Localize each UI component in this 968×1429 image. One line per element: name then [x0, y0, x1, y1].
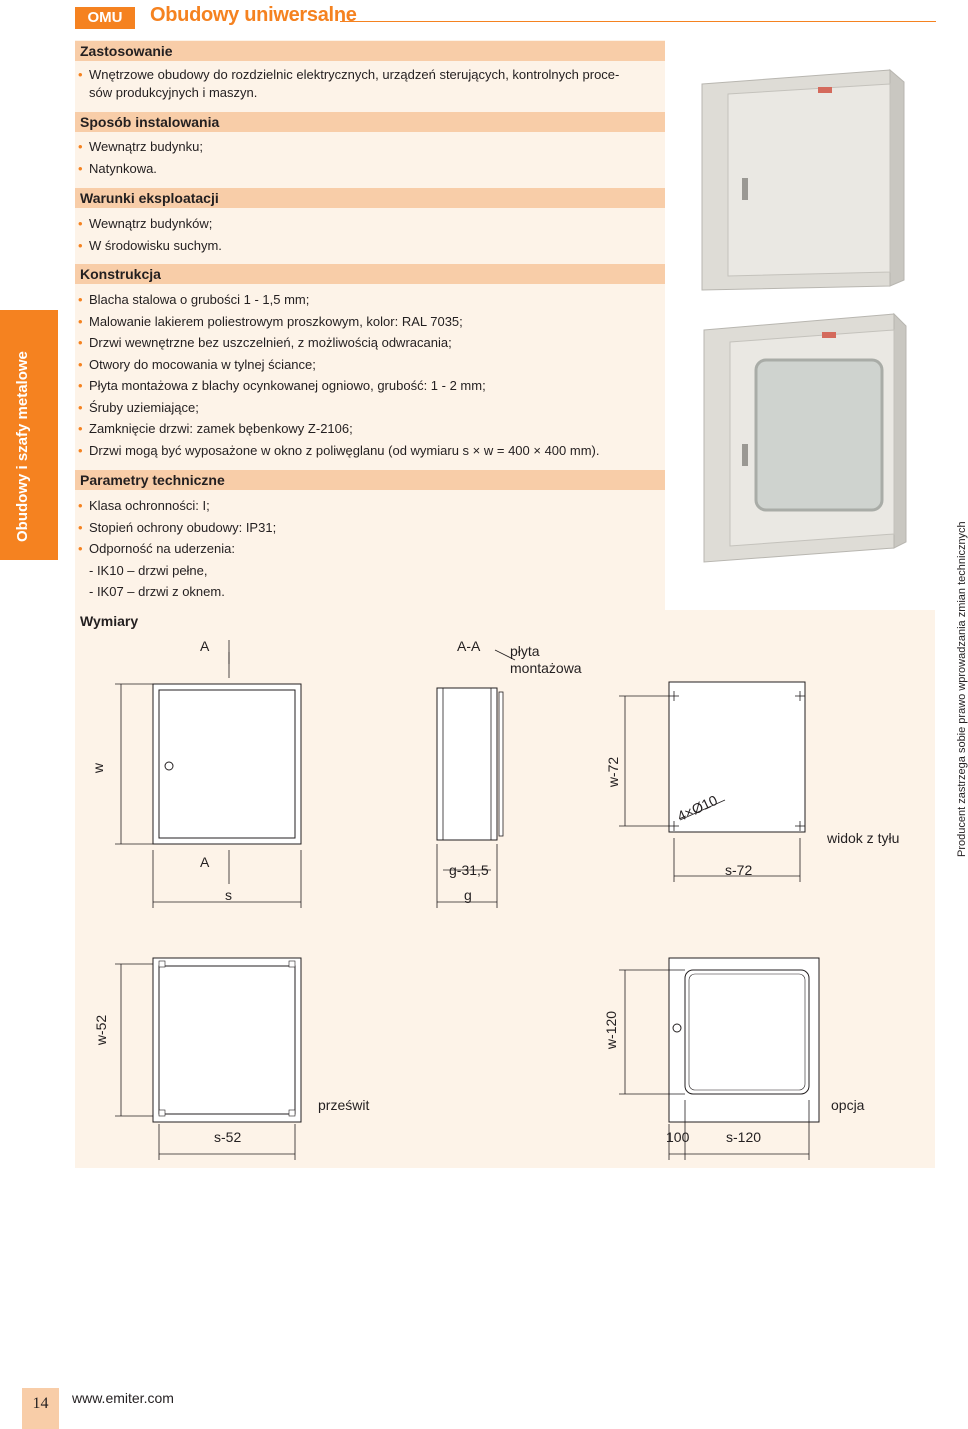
label-w72: w-72 — [605, 756, 622, 788]
section-zastosowanie: Zastosowanie — [75, 41, 665, 61]
list-item: • Klasa ochronności: I; — [78, 495, 658, 517]
label-montazowa: montażowa — [510, 660, 582, 676]
section-parametry: Parametry techniczne — [75, 470, 665, 490]
omu-badge: OMU — [75, 7, 135, 29]
page-title: Obudowy uniwersalne — [150, 4, 357, 26]
side-tab — [0, 310, 58, 560]
enclosure-photo-solid — [702, 70, 904, 290]
label-a-bottom: A — [200, 854, 210, 870]
section-konstrukcja: Konstrukcja — [75, 264, 665, 284]
label-opcja: opcja — [831, 1097, 865, 1113]
side-tab-label: Obudowy i szafy metalowe — [14, 351, 31, 542]
option-view — [619, 958, 819, 1160]
label-g: g — [464, 887, 472, 903]
list-item: • Drzwi mogą być wyposażone w okno z poliwęglanu (od wymiaru s × w = 400 × 400 mm). — [78, 440, 658, 462]
label-holes: 4×Ø10 — [674, 791, 720, 825]
list-item: - IK10 – drzwi pełne, — [89, 562, 208, 578]
list-parametry — [78, 495, 658, 603]
label-s72: s-72 — [725, 862, 753, 878]
section-warunki: Warunki eksploatacji — [75, 188, 665, 208]
rights-note: Producent zastrzega sobie prawo wprowadzania zmian technicznych — [956, 521, 968, 857]
list-item: • Zamknięcie drzwi: zamek bębenkowy Z-2106; — [78, 418, 658, 440]
list-sposob — [78, 136, 658, 179]
label-s120: s-120 — [726, 1129, 762, 1145]
label-w: w — [90, 762, 107, 774]
label-s: s — [225, 887, 232, 903]
label-a-top: A — [200, 638, 210, 654]
list-item: • Wewnątrz budynku; — [78, 136, 658, 158]
list-item: • Drzwi wewnętrzne bez uszczelnień, z możliwością odwracania; — [78, 332, 658, 354]
label-widok: widok z tyłu — [827, 830, 900, 846]
list-item: • Wewnątrz budynków; — [78, 213, 658, 235]
clearance-view — [115, 958, 301, 1160]
title-rule — [340, 21, 936, 22]
label-w52: w-52 — [93, 1014, 110, 1046]
list-zastosowanie — [78, 66, 658, 102]
list-item: • W środowisku suchym. — [78, 235, 658, 257]
rear-view — [619, 682, 805, 882]
product-photos — [690, 60, 950, 580]
list-warunki — [78, 213, 658, 256]
list-item: • Wnętrzowe obudowy do rozdzielnic elektrycznych, urządzeń sterujących, kontrolnych proce- — [78, 66, 658, 84]
list-item: • Natynkowa. — [78, 158, 658, 180]
label-100: 100 — [666, 1129, 690, 1145]
section-wymiary: Wymiary — [80, 613, 139, 629]
list-item: • Stopień ochrony obudowy: IP31; — [78, 517, 658, 539]
list-item: • Otwory do mocowania w tylnej ściance; — [78, 354, 658, 376]
list-item: • Odporność na uderzenia: — [78, 538, 658, 560]
label-s52: s-52 — [214, 1129, 242, 1145]
section-sposob: Sposób instalowania — [75, 112, 665, 132]
enclosure-photo-window — [704, 314, 906, 562]
label-aa: A-A — [457, 638, 481, 654]
label-w120: w-120 — [603, 1010, 620, 1050]
label-przeswit: prześwit — [318, 1097, 370, 1113]
list-item: - IK07 – drzwi z oknem. — [89, 584, 225, 599]
list-item: • Blacha stalowa o grubości 1 - 1,5 mm; — [78, 289, 658, 311]
website-link[interactable]: www.emiter.com — [72, 1390, 174, 1406]
list-item: • Płyta montażowa z blachy ocynkowanej ogniowo, grubość: 1 - 2 mm; — [78, 375, 658, 397]
technical-drawings — [75, 630, 935, 1170]
list-item: • Śruby uziemiające; — [78, 397, 658, 419]
label-g31: g-31,5 — [449, 862, 489, 878]
list-konstrukcja — [78, 289, 658, 461]
list-item: sów produkcyjnych i maszyn. — [89, 85, 258, 100]
label-plyta: płyta — [510, 643, 540, 659]
list-item: • Malowanie lakierem poliestrowym proszkowym, kolor: RAL 7035; — [78, 311, 658, 333]
page-number: 14 — [22, 1388, 59, 1429]
